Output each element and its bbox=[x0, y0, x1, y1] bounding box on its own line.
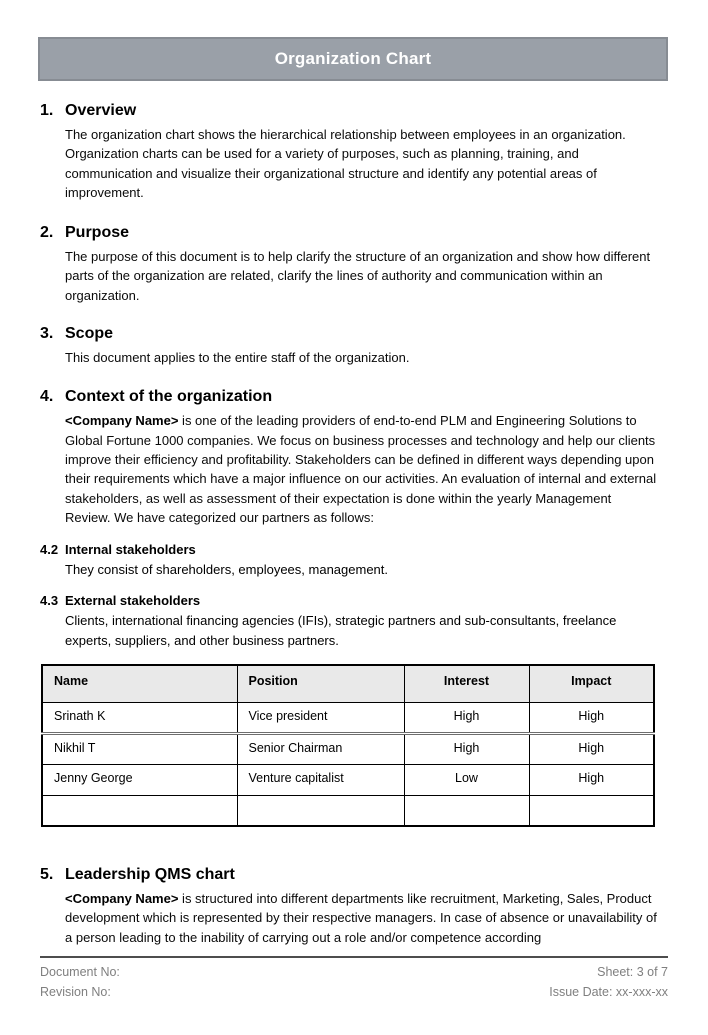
cell-name: Srinath K bbox=[42, 702, 237, 733]
sheet-number: Sheet: 3 of 7 bbox=[597, 965, 668, 979]
table-row bbox=[42, 702, 654, 733]
subsection-number: 4.2 bbox=[40, 542, 59, 558]
section-heading-scope bbox=[40, 325, 668, 343]
cell-position: Venture capitalist bbox=[237, 764, 404, 795]
section-title: Context of the organization bbox=[65, 388, 273, 406]
column-header-interest: Interest bbox=[404, 665, 529, 702]
column-header-name: Name bbox=[42, 665, 237, 702]
section-heading-context bbox=[40, 388, 668, 406]
footer-left bbox=[40, 962, 120, 1002]
subsection-paragraph-external: Clients, international financing agencies (IFIs), strategic partners and sub-consultants, freelance experts, suppliers, and other business partners. bbox=[65, 613, 617, 648]
cell-interest bbox=[404, 795, 529, 826]
subsection-title: External stakeholders bbox=[65, 593, 201, 609]
section-number: 1. bbox=[40, 102, 54, 119]
document-no-label: Document No: bbox=[40, 965, 120, 979]
page-footer bbox=[40, 956, 668, 1002]
cell-position: Senior Chairman bbox=[237, 733, 404, 764]
section-number: 4. bbox=[40, 388, 54, 406]
stakeholder-table bbox=[41, 664, 655, 827]
section-title: Scope bbox=[65, 325, 114, 343]
revision-no-label: Revision No: bbox=[40, 985, 111, 999]
table-row bbox=[42, 764, 654, 795]
section-paragraph-text: is structured into different departments like recruitment, Marketing, Sales, Product development which is represented by their respective managers. In case of absence or unavailability of a person leading to the inability of carrying out a role and/or competence according bbox=[65, 891, 657, 945]
cell-impact: High bbox=[529, 702, 654, 733]
table-row-empty bbox=[42, 795, 654, 826]
table-header-row bbox=[42, 665, 654, 702]
cell-name bbox=[42, 795, 237, 826]
section-heading-overview bbox=[40, 102, 668, 120]
cell-interest: High bbox=[404, 702, 529, 733]
cell-interest: Low bbox=[404, 764, 529, 795]
footer-right bbox=[549, 962, 668, 1002]
section-paragraph-purpose: The purpose of this document is to help clarify the structure of an organization and show how different parts of the organization are related, clarify the lines of authority and communication within an organization. bbox=[65, 249, 651, 303]
section-title: Leadership QMS chart bbox=[65, 866, 235, 884]
section-title: Purpose bbox=[65, 224, 130, 242]
subsection-title: Internal stakeholders bbox=[65, 542, 196, 558]
section-number: 2. bbox=[40, 224, 54, 242]
cell-position bbox=[237, 795, 404, 826]
section-paragraph-text: is one of the leading providers of end-to-end PLM and Engineering Solutions to Global Fortune 1000 companies. We focus on business processes and technology and help our clients improve their efficiency and profitability. Stakeholders can be defined in different ways depending upon their requirements which have a major influence on our activities. An evaluation of internal and external stakeholders, as well as assessment of their expectation is done within the yearly Management Review. We have categorized our partners as follows: bbox=[65, 413, 657, 525]
subsection-heading-external-stakeholders bbox=[40, 593, 668, 608]
cell-interest: High bbox=[404, 733, 529, 764]
section-paragraph-scope: This document applies to the entire staff of the organization. bbox=[65, 350, 410, 366]
section-paragraph-leadership bbox=[65, 889, 658, 947]
subsection-heading-internal-stakeholders bbox=[40, 542, 668, 557]
cell-impact bbox=[529, 795, 654, 826]
section-number: 3. bbox=[40, 325, 54, 343]
table-row bbox=[42, 733, 654, 764]
document-body bbox=[40, 81, 668, 947]
cell-name: Jenny George bbox=[42, 764, 237, 795]
cell-position: Vice president bbox=[237, 702, 404, 733]
section-paragraph-context bbox=[65, 411, 658, 527]
column-header-impact: Impact bbox=[529, 665, 654, 702]
cell-impact: High bbox=[529, 764, 654, 795]
company-name-placeholder: <Company Name> bbox=[65, 891, 179, 907]
section-heading-purpose bbox=[40, 224, 668, 242]
cell-impact: High bbox=[529, 733, 654, 764]
page-title: Organization Chart bbox=[274, 49, 432, 68]
section-paragraph-overview: The organization chart shows the hierarchical relationship between employees in an organization. Organization charts can be used for a variety of purposes, such as planning, training, and communication and visualize their organizational structure and identify any potential areas of improvement. bbox=[65, 127, 626, 200]
subsection-paragraph-internal: They consist of shareholders, employees, management. bbox=[65, 562, 389, 578]
subsection-number: 4.3 bbox=[40, 593, 59, 609]
cell-name: Nikhil T bbox=[42, 733, 237, 764]
column-header-position: Position bbox=[237, 665, 404, 702]
section-number: 5. bbox=[40, 866, 54, 884]
company-name-placeholder: <Company Name> bbox=[65, 413, 179, 429]
title-banner bbox=[38, 37, 668, 81]
section-heading-leadership-qms bbox=[40, 866, 668, 884]
section-title: Overview bbox=[65, 102, 137, 119]
issue-date: Issue Date: xx-xxx-xx bbox=[549, 985, 668, 999]
